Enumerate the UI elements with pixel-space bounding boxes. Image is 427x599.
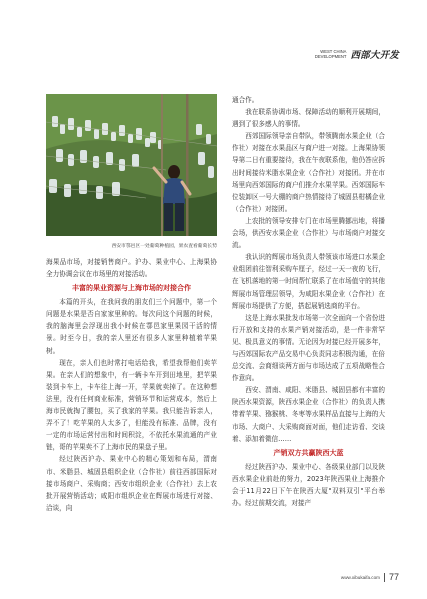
header-english-title — [315, 49, 347, 59]
right-paragraph-5: 我认识的辉展市场负责人带领该市场进口水果企业组团前往智利采购车厘子，经过一天一夜的飞行，在飞机落地的第一时间帮忙联系了在市场值守的其他辉展市场管理层领导，为咸阳水果企业（合作社）在辉展市场提供了方便，搭起展销选商的平台。 — [232, 253, 385, 310]
right-paragraph-6: 这是上海水果批发市场第一次全面向一个省份进行开放和支持的水果产销对接活动，是一件非常罕见、极具意义的事情。无论因为对接已经开展多年，与西郊国际农产品交易中心负责同志积极沟通，在倍总交流、会商细谈两方面与市场达成了五项战略性合作意向。 — [232, 313, 385, 383]
left-paragraph-4: 经过陕西沪办、果业中心的精心策划和布局，渭南市、米脂县、城固县组织企业（合作社）前往西部国际对接市场商户、采购商；西安市组织企业（合作社）去上农批开展营销活动；咸阳市组织企业在辉展市场进行对接、洽谈，向 — [46, 455, 217, 512]
photo-caption: 西安市鄠邑区一处葡萄种植园，果农査看葡萄长势 — [111, 244, 217, 249]
right-paragraph-1: 通合作。 — [232, 96, 259, 104]
right-paragraph-3: 西郊国际领导亲自带队，带领腾南水果企业（合作社）对接在水果品区与商户进一对接。上海果协领导第二日有重要接待，我在午夜联系他，他仍答应拆出时间接待米脂水果企业（合作社）对接团。并在市场里向西郊国际的商户们推介水果苹果。西郊国际车位装卸区一号大棚的商户热情接待了城固县柑橘企业（合作社）对接团。 — [232, 132, 385, 213]
right-paragraph-4: 上农批的领导安排专门在市场里腾挪出地，将播会场，供西安水果企业（合作社）与市场商户对接交流。 — [232, 216, 385, 250]
section-heading-2: 产销双方共赢陕西大蓝 — [273, 448, 344, 457]
left-paragraph-3: 现在，亲人们也时常打电话给我，希望我帮他们卖苹果。在亲人们的想象中，有一辆卡车开到田地里，把苹果装到卡车上，卡车往上海一开，苹果就卖掉了。在这种想法里，没有任何商业标准，营销环节和运营成本，然后上海市民就掏了腰包，买了我家的苹果。我只能告诉亲人，弄不了！吃苹果的人太多了，但能没有标准、品牌，没有一定的市场运营付出和时间积淀，不依托水果流通的产业链，哥的苹果卖不了上海市民的果盘子里。 — [46, 358, 217, 452]
page-footer — [341, 572, 399, 582]
right-column — [232, 94, 385, 509]
left-paragraph-2: 本篇的开头，在我问我的朋友们三个问题中，第一个问题是水果是否自家家里种的。每次问这个问题的时候，我的脑海里会浮现出我小时候在鄠邑家里果园干活的情景。时至今日，我的亲人里还有很多人家里种植着苹果树。 — [46, 298, 217, 355]
footer-website: www.xibukaifa.com — [340, 574, 380, 580]
header-en-line1: WEST CHINA — [320, 48, 347, 54]
right-paragraph-7: 西安、渭南、咸阳、米脂县、城固县都有丰富的陕西水果资源，陕西水果企业（合作社）的负责人携带着苹果、猕猴桃、冬枣等水果样品直接与上海的大市场、大商户、大采购商面对面，他们走访看、交谈着、添加着微信…… — [232, 386, 385, 443]
left-paragraph-1: 海果品市场，对接销售商户。沪办、果业中心、上海果协全力协调会议在市场里的对接活动。 — [46, 258, 217, 279]
vineyard-photo-illustration — [46, 94, 217, 236]
right-paragraph-8: 经过陕西沪办、果业中心、各级果业部门以及陕西水果企业前赴的努力，2023年陕西果业上海推介会于11月22日下午在陕西大厦"双料双引"平台举办。经过前期交流，对接产 — [232, 462, 385, 507]
footer-divider — [384, 573, 385, 582]
vineyard-photo — [46, 94, 217, 236]
magazine-logo: 西部大开发 — [350, 50, 399, 61]
page-number: 77 — [388, 572, 399, 582]
left-column — [46, 256, 217, 514]
header-en-line2: DEVELOPMENT — [314, 54, 347, 59]
magazine-header — [315, 44, 399, 64]
right-paragraph-2: 我在联系协调市场、保障活动的顺利开展期间，遇到了很多感人的事情。 — [232, 108, 385, 129]
section-heading-1: 丰富的果业资源与上海市场的对接合作 — [72, 284, 191, 293]
